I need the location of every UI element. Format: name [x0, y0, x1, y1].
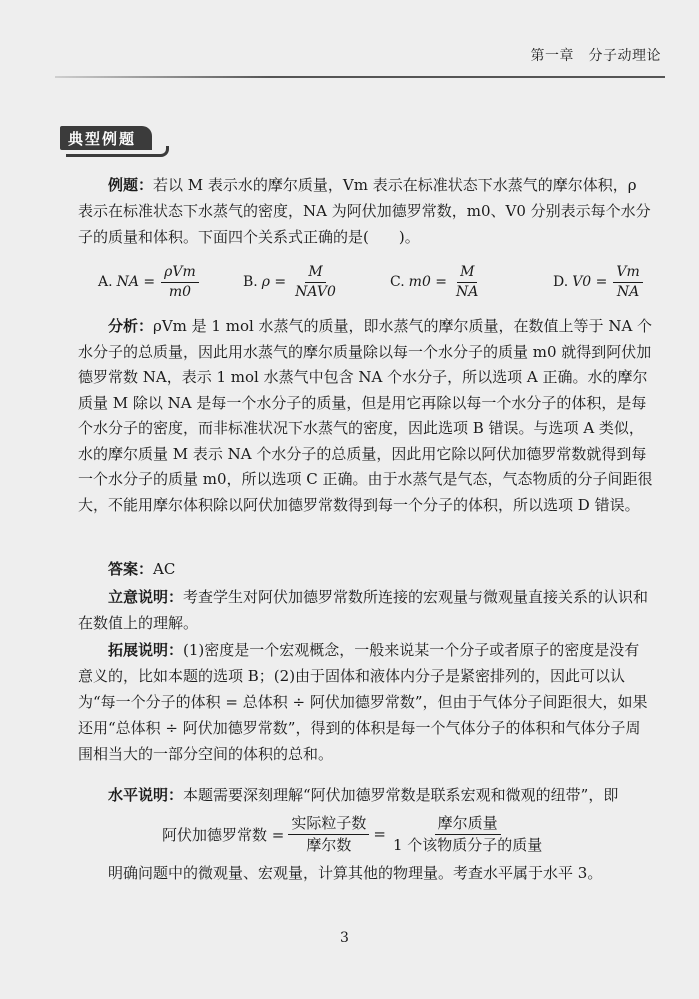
page-header: [0, 0, 699, 80]
analysis-text: ρVm 是 1 mol 水蒸气的质量，即水蒸气的摩尔质量，在数值上等于 NA 个水分子的总质量，因此用水蒸气的摩尔质量除以每一个水分子的质量 m0 就得到阿伏加德罗常数 NA，表示 1 mol 水蒸气中包含 NA 个水分子，所以选项 A 正确。水的摩尔质量 M 除以 NA 是每一个水分子的质量，但是用它再除以每一个水分子的体积，是每个水分子的密度，而非标准状况下水蒸气的密度，因此选项 B 错误。与选项 A 类似，水的摩尔质量 M 表示 NA 个水分子的总质量，因此用它除以阿伏加德罗常数就得到每一个水分子的质量 m0，所以选项 C 正确。由于水蒸气是气态，气态物质的分子间距很大，不能用摩尔体积除以阿伏加德罗常数得到每一个分子的体积，所以选项 D 错误。: [78, 317, 653, 514]
option-a: A. NA = $\frac{\text{ρVm}}{m0}$: [98, 257, 201, 307]
question-label: 例题：: [108, 176, 154, 194]
option-c: C. m0 = $\frac{M}{NA}$: [390, 263, 479, 300]
answer-label: 答案：: [108, 560, 154, 578]
question-text: 若以 M 表示水的摩尔质量，Vm 表示在标准状态下水蒸气的摩尔体积，ρ 表示在标准状态下水蒸气的密度，NA 为阿伏加德罗常数，m0、V0 分别表示每个水分子的质量和体积。下面四个关系式正确的是( )。: [78, 176, 651, 246]
question-paragraph: [78, 172, 654, 250]
page-number: 3: [340, 930, 349, 946]
option-b: B. ρ = $\frac{M}{\text{NAV0}}$: [243, 263, 336, 300]
intent-text: 考查学生对阿伏加德罗常数所连接的宏观量与微观量直接关系的认识和在数值上的理解。: [78, 588, 649, 632]
intent-paragraph: [78, 584, 654, 636]
avogadro-formula: 阿伏加德罗常数 = $\frac{\text{实际粒子数}}{\text{摩尔数}}$ = $\frac{\text{摩尔质量}}{\text{1 个该物质分子的质量}}$: [162, 813, 543, 854]
level-closing: 明确问题中的微观量、宏观量，计算其他的物理量。考查水平属于水平 3。: [108, 864, 603, 882]
header-rule: [55, 76, 665, 78]
section-badge: [60, 126, 162, 152]
level-paragraph: [78, 782, 654, 808]
answer-paragraph: [78, 556, 654, 582]
answer-text: AC: [153, 560, 176, 578]
extension-text: (1)密度是一个宏观概念，一般来说某一个分子或者原子的密度是没有意义的，比如本题的选项 B；(2)由于固体和液体内分子是紧密排列的，因此可以认为“每一个分子的体积 = 总体积 ÷ 阿伏加德罗常数”，但由于气体分子间距很大，如果还用“总体积 ÷ 阿伏加德罗常数”，得到的体积是每一个气体分子的体积和气体分子周围相当大的一部分空间的体积的总和。: [78, 641, 648, 763]
options-row: [98, 257, 658, 307]
option-d: D. V0 = $\frac{Vm}{NA}$: [553, 257, 645, 307]
analysis-paragraph: [78, 314, 654, 518]
level-text: 本题需要深刻理解“阿伏加德罗常数是联系宏观和微观的纽带”，即: [183, 786, 619, 804]
analysis-label: 分析：: [108, 317, 154, 335]
intent-label: 立意说明：: [108, 588, 184, 606]
extension-paragraph: [78, 637, 654, 767]
extension-label: 拓展说明：: [108, 641, 184, 659]
running-head: 第一章 分子动理论: [530, 48, 661, 64]
level-label: 水平说明：: [108, 786, 184, 804]
section-label: 典型例题: [68, 130, 137, 148]
